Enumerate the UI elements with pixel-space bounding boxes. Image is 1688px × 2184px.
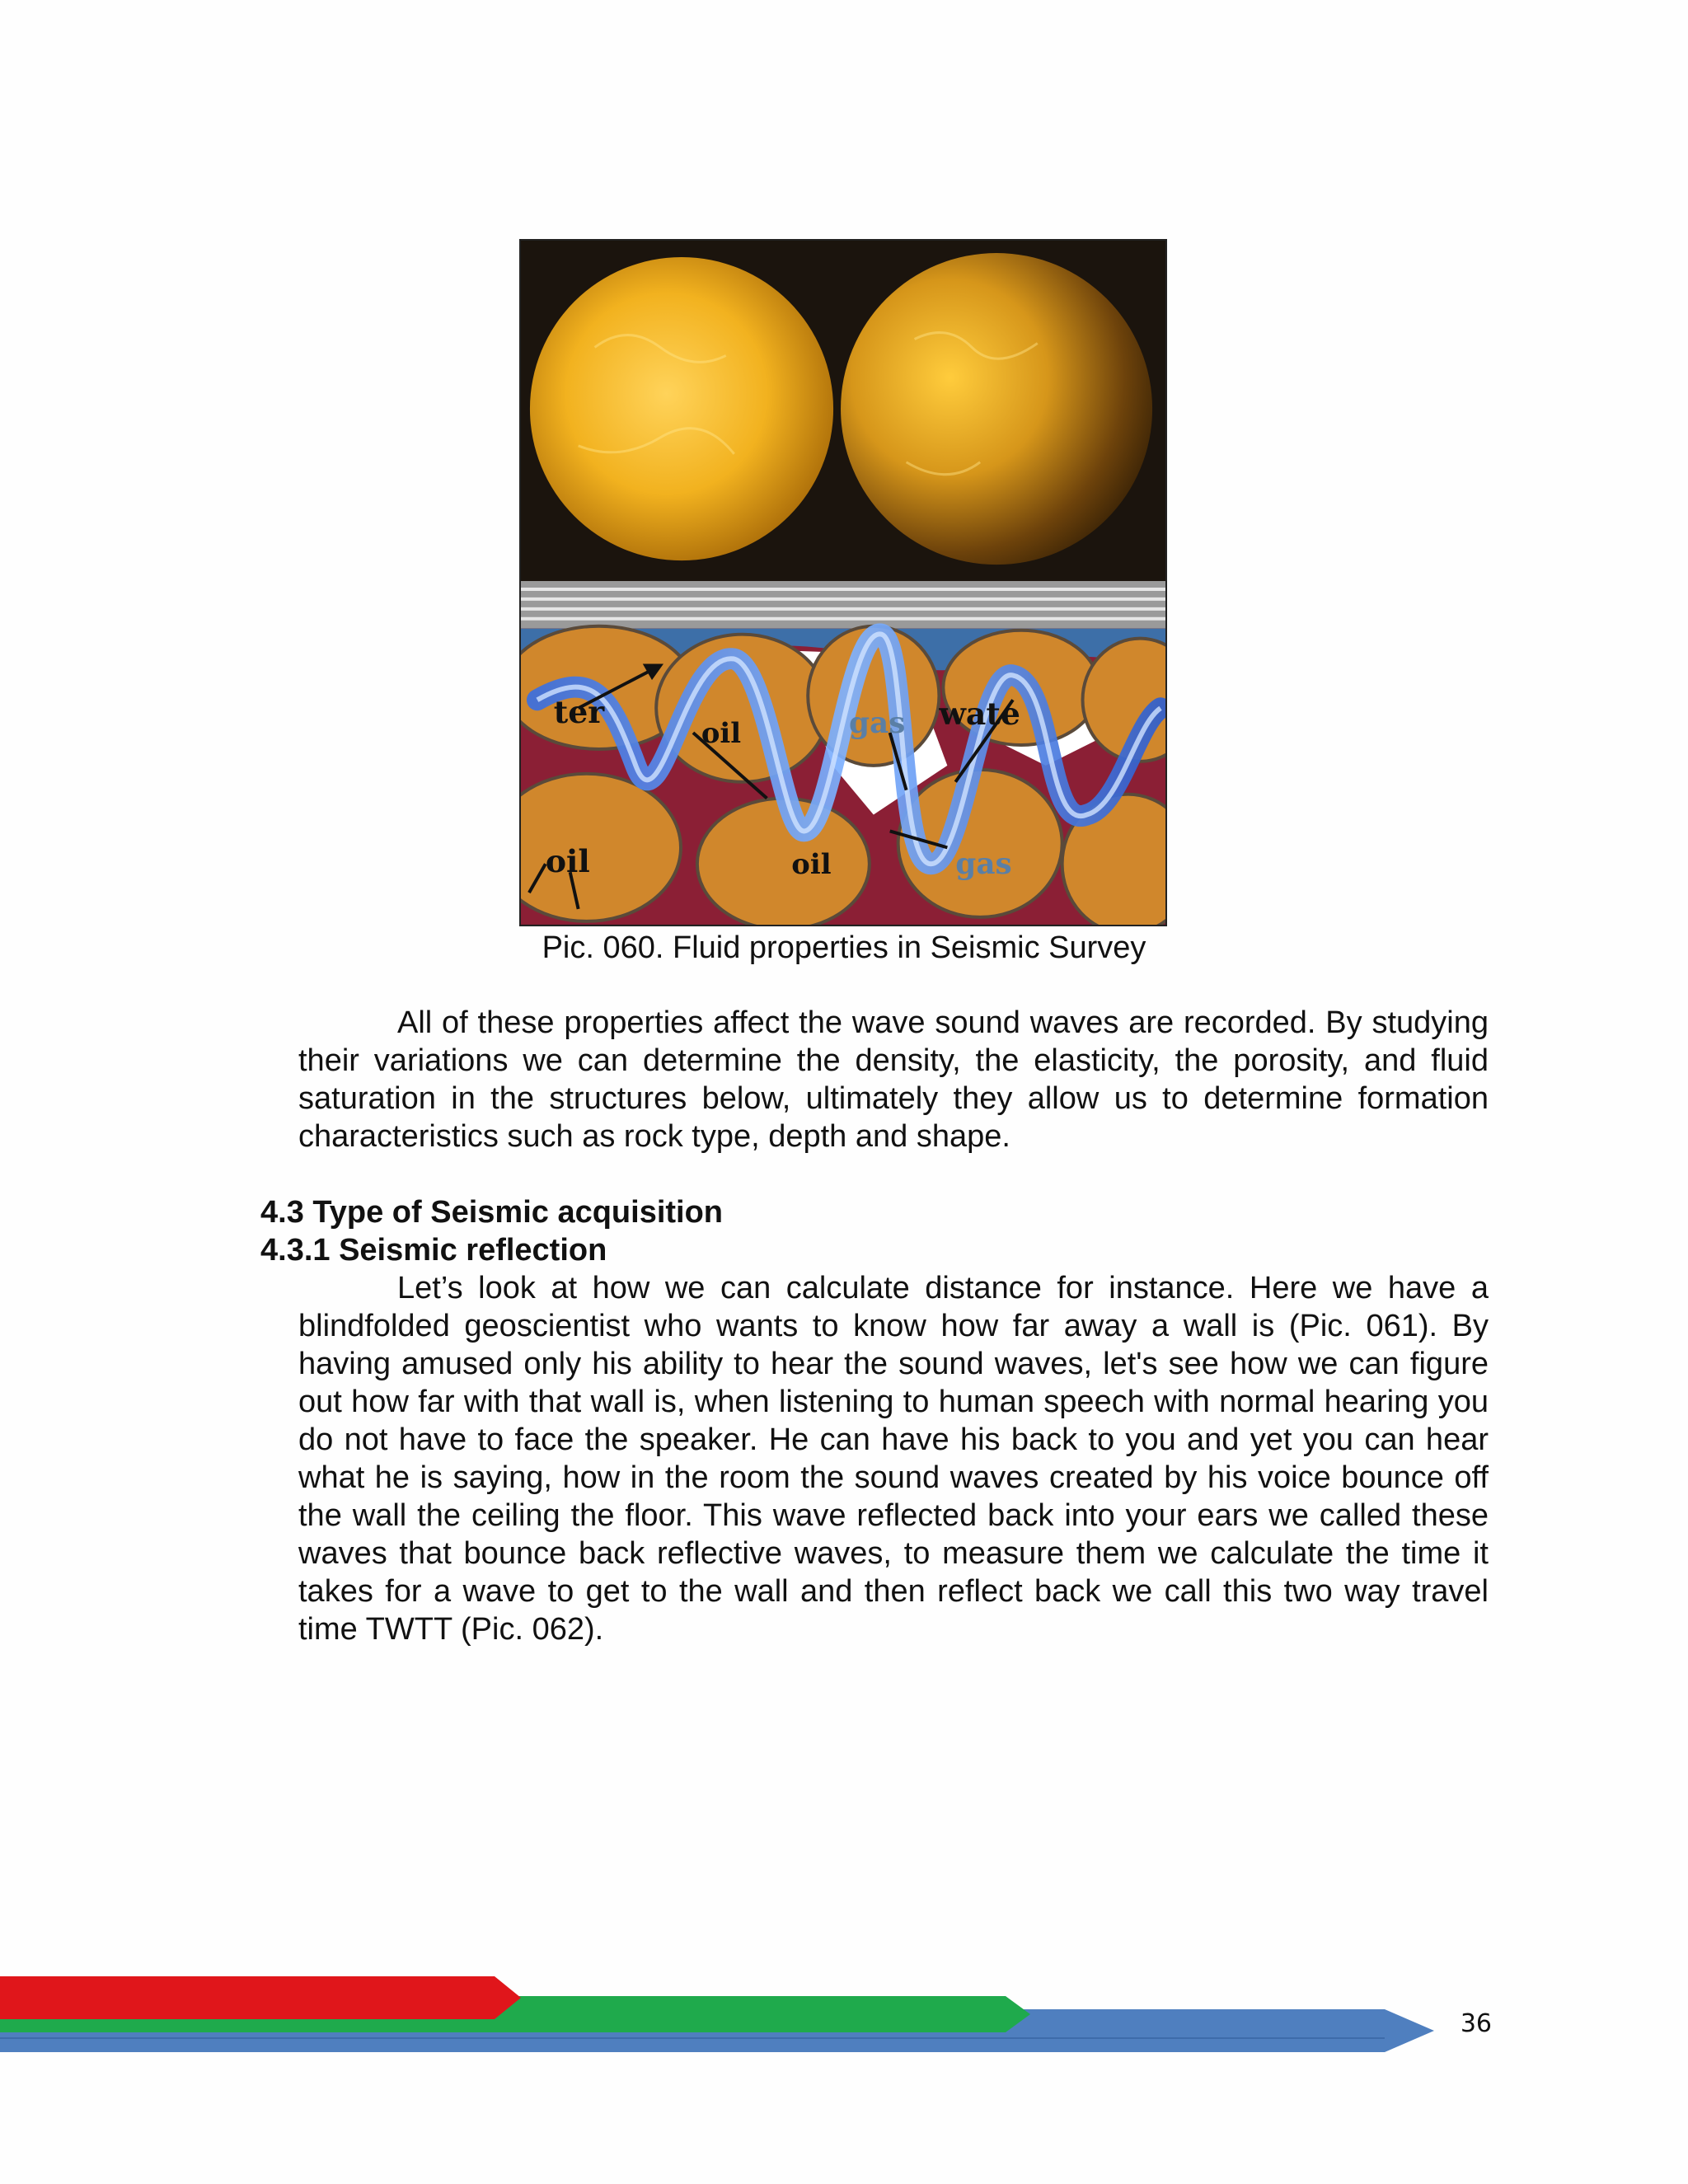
paragraph-1-text: All of these properties affect the wave sound waves are recorded. By studying their variations we can determine the density, the elasticity, the porosity, and fluid saturation in the structures below, ultimately they allow us to determine formation characteristics such as rock type, depth and shape. <box>298 1005 1489 1154</box>
footer-red-arrow <box>0 1976 521 2019</box>
subsection-heading: 4.3.1 Seismic reflection <box>260 1233 607 1268</box>
label-gas-bottom: gas <box>955 846 1012 882</box>
label-oil-left: oil <box>545 843 590 880</box>
body-paragraph-1 <box>298 1004 1489 1155</box>
figure-caption: Pic. 060. Fluid properties in Seismic Survey <box>542 930 1146 965</box>
label-oil-top: oil <box>701 716 742 750</box>
label-water-left: ter <box>553 694 605 731</box>
fluid-properties-figure <box>519 239 1167 926</box>
paragraph-2-text: Let’s look at how we can calculate distance for instance. Here we have a blindfolded geoscientist who wants to know how far away a wall is (Pic. 061). By having amused only his ability to hear the sound waves, let's see how we can figure out how far with that wall is, when listening to human speech with normal hearing you do not have to face the speaker. He can have his back to you and yet you can hear what he is saying, how in the room the sound waves created by his voice bounce off the wall the ceiling the floor. This wave reflected back into your ears we called these waves that bounce back reflective waves, to measure them we calculate the time it takes for a wave to get to the wall and then reflect back we call this two way travel time TWTT (Pic. 062). <box>298 1271 1489 1647</box>
pore-circle-right <box>841 253 1152 565</box>
body-paragraph-2 <box>298 1269 1489 1648</box>
pore-circle-left <box>530 257 833 560</box>
page-number: 36 <box>1460 2009 1492 2038</box>
footer-arrow-bars <box>0 1970 1451 2069</box>
section-heading: 4.3 Type of Seismic acquisition <box>260 1195 724 1230</box>
label-gas-top: gas <box>848 705 906 741</box>
label-water-right: wate <box>939 696 1020 733</box>
label-oil-bottom: oil <box>791 847 832 881</box>
fluid-properties-illustration <box>521 241 1165 925</box>
